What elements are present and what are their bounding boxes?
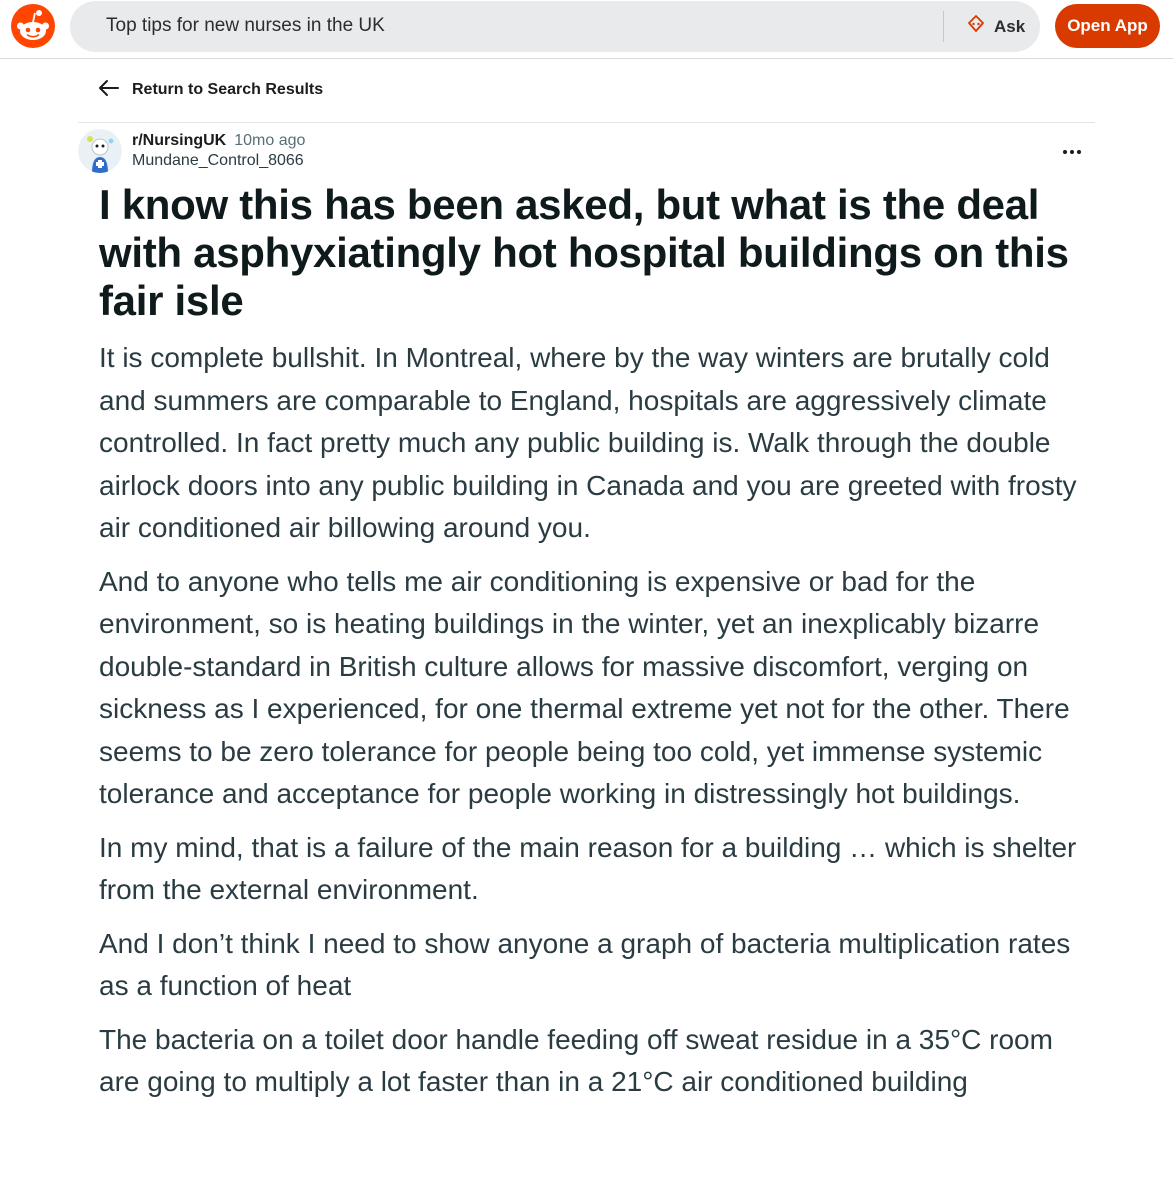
divider bbox=[78, 122, 1095, 123]
post-paragraph: And I don’t think I need to show anyone a graph of bacteria multiplication rates as a function of heat bbox=[99, 927, 1071, 1001]
return-label: Return to Search Results bbox=[132, 81, 324, 98]
subreddit-name[interactable]: r/NursingUK bbox=[132, 132, 227, 149]
top-bar bbox=[0, 0, 1173, 59]
post-author[interactable]: Mundane_Control_8066 bbox=[132, 152, 304, 169]
open-app-button[interactable]: Open App bbox=[1055, 4, 1160, 48]
post-paragraph: It is complete bullshit. In Montreal, where by the way winters are brutally cold and summers are comparable to England, hospitals are aggressively climate controlled. In fact pretty much any public building is. Walk through the double airlock doors into any public building in Canada and you are greeted with frosty air conditioned air billowing around you. bbox=[99, 342, 1077, 543]
arrow-left-icon bbox=[98, 79, 120, 102]
post-body bbox=[99, 337, 1084, 1115]
search-bar[interactable] bbox=[70, 1, 1040, 52]
ask-icon bbox=[966, 14, 986, 39]
ask-button[interactable] bbox=[958, 9, 1033, 44]
more-options-icon[interactable] bbox=[1057, 140, 1087, 164]
return-to-search-link[interactable] bbox=[98, 78, 323, 102]
post-meta bbox=[132, 131, 305, 171]
reddit-logo-icon[interactable] bbox=[11, 4, 55, 48]
search-input[interactable]: Top tips for new nurses in the UK bbox=[106, 15, 385, 36]
subreddit-avatar[interactable] bbox=[78, 129, 122, 173]
post-paragraph: And to anyone who tells me air conditioning is expensive or bad for the environment, so is heating buildings in the winter, yet an inexplicably bizarre double-standard in British culture allows for massive discomfort, verging on sickness as I experienced, for one thermal extreme yet not for the other. There seems to be zero tolerance for people being too cold, yet immense systemic tolerance and acceptance for people working in distressingly hot buildings. bbox=[99, 565, 1070, 809]
ask-label: Ask bbox=[994, 16, 1026, 36]
post-age: 10mo ago bbox=[234, 132, 306, 149]
search-divider bbox=[943, 11, 944, 42]
post-paragraph: The bacteria on a toilet door handle feeding off sweat residue in a 35°C room are going to multiply a lot faster than in a 21°C air conditioned building bbox=[99, 1023, 1053, 1097]
post-paragraph: In my mind, that is a failure of the main reason for a building … which is shelter from the external environment. bbox=[99, 831, 1077, 905]
post-title: I know this has been asked, but what is the deal with asphyxiatingly hot hospital buildings on this fair isle bbox=[99, 181, 1069, 324]
